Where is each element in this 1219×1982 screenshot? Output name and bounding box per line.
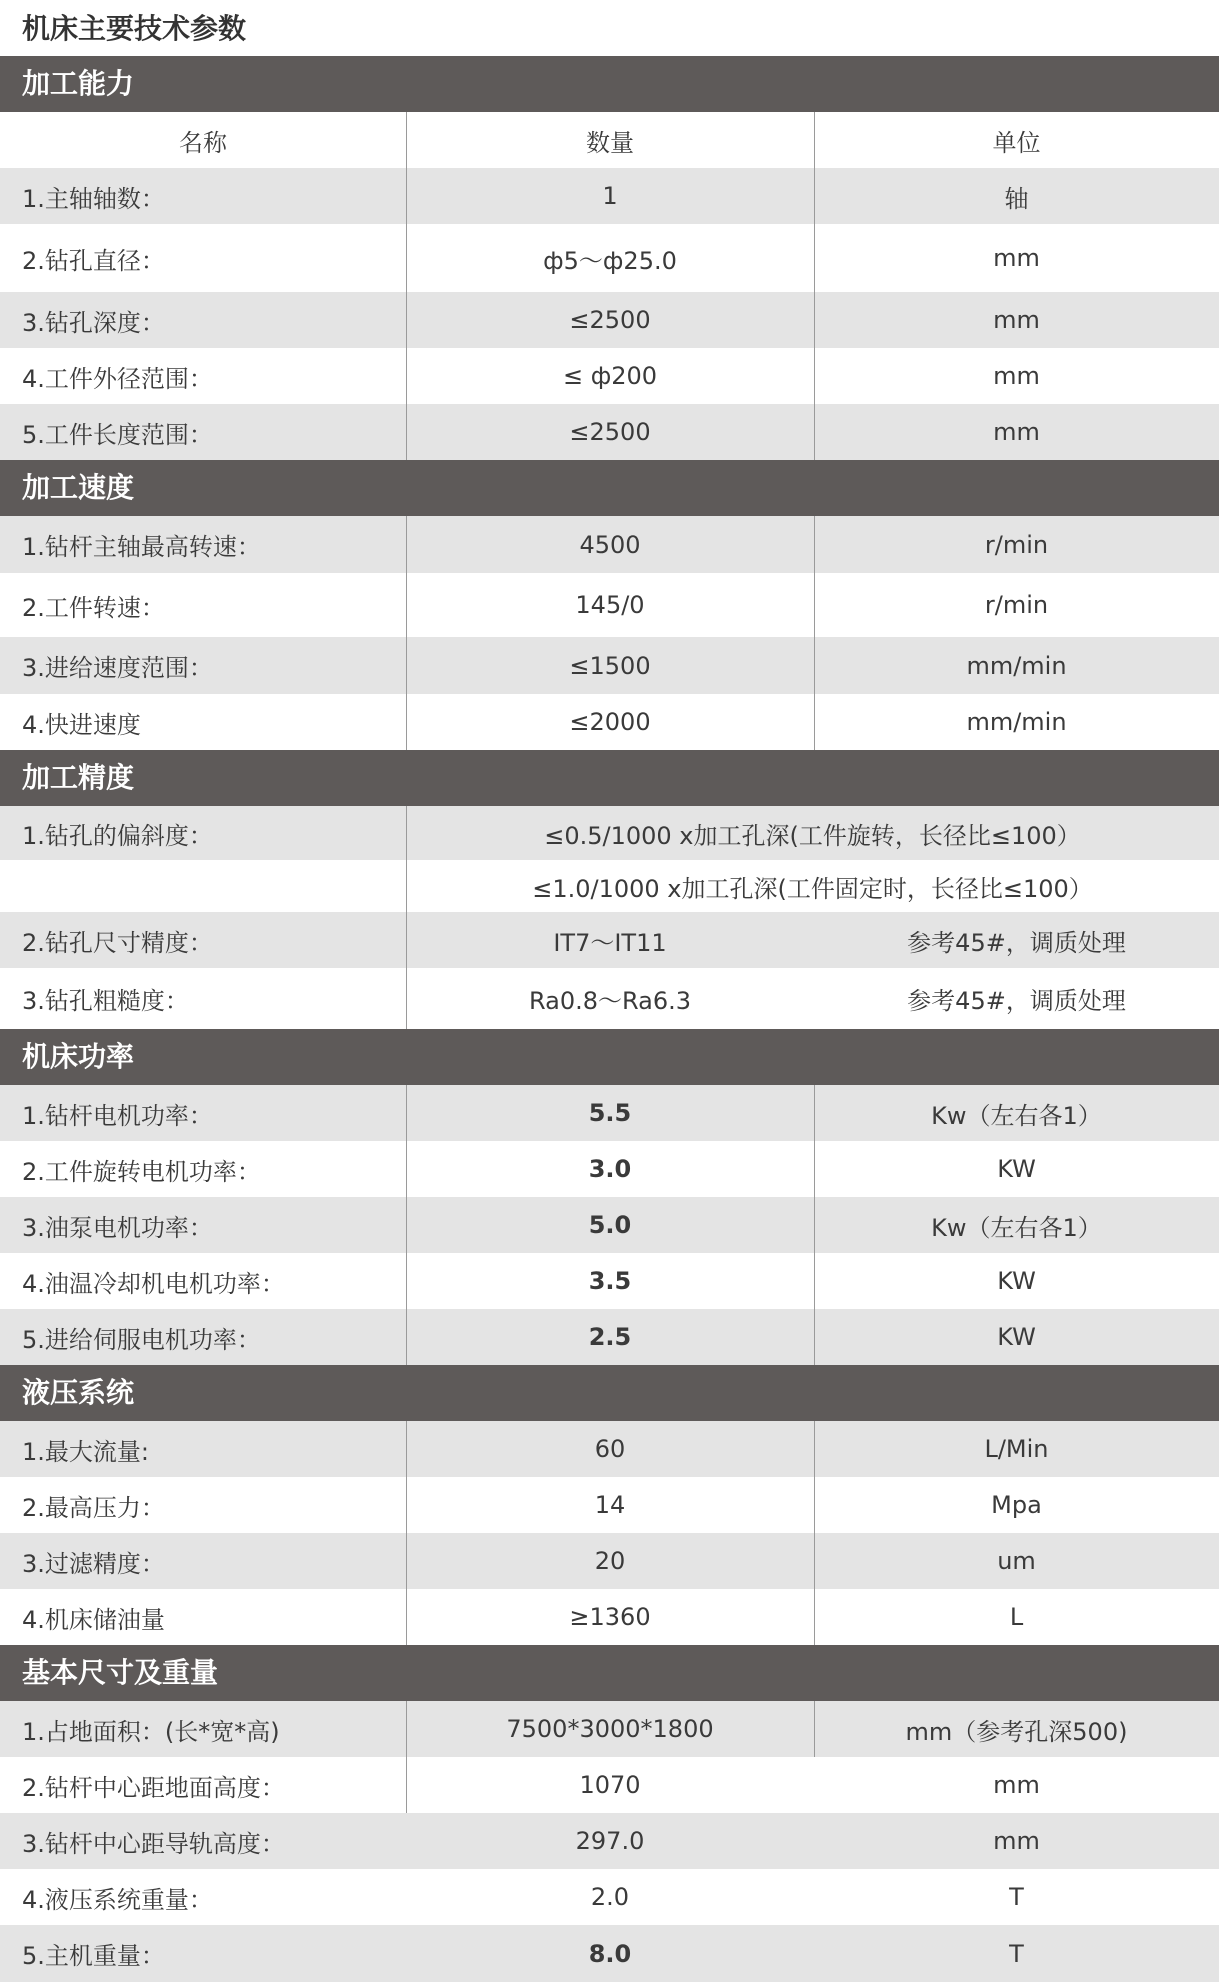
row-name: 5.主机重量： xyxy=(22,1942,165,1970)
row-unit: mm xyxy=(993,1771,1040,1799)
row-name: 3.钻杆中心距导轨高度： xyxy=(22,1829,285,1858)
row-name: 1.占地面积：(长*宽*高) xyxy=(22,1717,280,1746)
row-name: 2.最高压力： xyxy=(22,1493,165,1522)
row-unit: KW xyxy=(997,1323,1036,1351)
row-qty: ≥1360 xyxy=(569,1603,651,1631)
row-name: 1.钻杆电机功率： xyxy=(22,1101,213,1130)
table-row xyxy=(0,224,1219,292)
table-row xyxy=(0,1309,1219,1365)
row-unit: r/min xyxy=(984,591,1049,619)
row-qty: 297.0 xyxy=(575,1827,645,1855)
row-name: 1.钻孔的偏斜度： xyxy=(22,821,213,850)
row-qty: 7500*3000*1800 xyxy=(506,1715,714,1743)
table-row xyxy=(0,637,1219,694)
row-name: 3.油泵电机功率： xyxy=(22,1213,213,1242)
row-name: 3.钻孔深度： xyxy=(22,308,165,337)
table-row xyxy=(0,573,1219,637)
table-row xyxy=(0,1197,1219,1253)
row-unit: r/min xyxy=(984,530,1049,559)
table-row xyxy=(0,168,1219,224)
header-qty: 数量 xyxy=(586,128,634,157)
row-unit: KW xyxy=(997,1267,1036,1295)
row-unit: mm/min xyxy=(966,708,1067,736)
section-header-processing-capacity: 加工能力 xyxy=(0,56,1219,112)
table-row xyxy=(0,1421,1219,1477)
table-row xyxy=(0,1813,1219,1869)
row-unit: T xyxy=(1009,1883,1024,1911)
page-title: 机床主要技术参数 xyxy=(0,0,1219,56)
row-qty: Ra0.8～Ra6.3 xyxy=(528,987,692,1015)
row-name: 4.快进速度 xyxy=(22,710,141,739)
row-name: 5.工件长度范围： xyxy=(22,420,213,449)
row-qty: 2.0 xyxy=(590,1883,630,1911)
row-unit: T xyxy=(1009,1939,1024,1968)
row-name: 4.机床储油量 xyxy=(22,1605,165,1634)
row-qty: 3.0 xyxy=(588,1155,632,1183)
row-name: 4.液压系统重量： xyxy=(22,1885,213,1914)
row-name xyxy=(0,860,406,912)
table-row xyxy=(0,1869,1219,1925)
row-unit: Kw（左右各1） xyxy=(931,1101,1102,1130)
section-header-processing-speed: 加工速度 xyxy=(0,460,1219,516)
header-unit: 单位 xyxy=(992,128,1041,157)
row-name: 3.钻孔粗糙度： xyxy=(22,987,189,1015)
row-qty: 20 xyxy=(594,1547,626,1575)
table-row xyxy=(0,1701,1219,1757)
row-qty: ≤2500 xyxy=(569,418,651,446)
row-name: 5.进给伺服电机功率： xyxy=(22,1325,261,1354)
row-qty: 3.5 xyxy=(588,1267,632,1295)
row-qty: 4500 xyxy=(579,530,641,559)
table-row xyxy=(0,1141,1219,1197)
row-name: 2.工件旋转电机功率： xyxy=(22,1157,261,1186)
row-qty: 5.5 xyxy=(588,1099,632,1127)
row-qty: ≤1500 xyxy=(569,651,651,680)
row-qty: 2.5 xyxy=(588,1323,632,1351)
row-unit: 轴 xyxy=(1004,184,1029,213)
row-qty: ≤ ф200 xyxy=(562,362,658,390)
row-qty: 60 xyxy=(594,1435,626,1463)
row-qty: 5.0 xyxy=(588,1211,632,1239)
row-qty: IT7～IT11 xyxy=(553,928,667,957)
row-unit: mm xyxy=(993,306,1040,334)
table-row xyxy=(0,806,1219,860)
row-qty: ф5～ф25.0 xyxy=(543,246,677,275)
row-unit: mm/min xyxy=(966,651,1067,680)
row-name: 1.钻杆主轴最高转速： xyxy=(22,533,261,561)
table-row xyxy=(0,404,1219,460)
header-name: 名称 xyxy=(179,128,227,157)
row-qty: 1 xyxy=(602,182,618,210)
table-row xyxy=(0,348,1219,404)
row-name: 2.钻孔直径： xyxy=(22,246,165,275)
section-header-hydraulic-system: 液压系统 xyxy=(0,1365,1219,1421)
row-qty: ≤2000 xyxy=(569,708,651,736)
section-header-processing-precision: 加工精度 xyxy=(0,750,1219,806)
row-unit: mm xyxy=(993,1827,1040,1855)
row-name: 1.最大流量: xyxy=(22,1437,149,1466)
row-name: 1.主轴轴数： xyxy=(22,184,165,213)
table-row xyxy=(0,1533,1219,1589)
table-row xyxy=(0,292,1219,348)
table-row xyxy=(0,1253,1219,1309)
row-unit: mm xyxy=(993,244,1040,272)
row-unit: Kw（左右各1） xyxy=(931,1213,1102,1242)
row-unit: L xyxy=(1009,1603,1024,1631)
table-row xyxy=(0,516,1219,573)
row-unit: mm xyxy=(993,362,1040,390)
row-unit: Mpa xyxy=(991,1491,1042,1519)
row-unit: KW xyxy=(997,1155,1036,1183)
row-unit: mm（参考孔深500) xyxy=(905,1717,1128,1746)
row-unit: um xyxy=(997,1547,1036,1575)
row-qty: 14 xyxy=(594,1491,626,1519)
row-unit: L/Min xyxy=(984,1435,1049,1463)
row-name: 2.钻杆中心距地面高度： xyxy=(22,1773,285,1802)
row-qty: 1070 xyxy=(579,1771,641,1799)
row-unit: 参考45#，调质处理 xyxy=(907,987,1126,1015)
section-header-machine-power: 机床功率 xyxy=(0,1029,1219,1085)
table-row xyxy=(0,1589,1219,1645)
row-qty: 8.0 xyxy=(588,1939,632,1968)
row-qty: ≤2500 xyxy=(569,306,651,334)
table-row xyxy=(0,912,1219,968)
table-row xyxy=(0,860,1219,912)
row-unit: mm xyxy=(993,418,1040,446)
section-header-dimensions-weight: 基本尺寸及重量 xyxy=(0,1645,1219,1701)
row-name: 3.进给速度范围： xyxy=(22,654,213,682)
table-row xyxy=(0,1757,1219,1813)
table-row xyxy=(0,1477,1219,1533)
row-qty: 145/0 xyxy=(575,591,645,619)
row-name: 2.钻孔尺寸精度： xyxy=(22,928,213,957)
row-name: 2.工件转速： xyxy=(22,593,165,622)
table-header-row xyxy=(0,112,1219,168)
row-name: 3.过滤精度： xyxy=(22,1549,165,1578)
row-value: ≤1.0/1000 x加工孔深(工件固定时，长径比≤100） xyxy=(532,874,1093,903)
row-name: 4.工件外径范围： xyxy=(22,364,213,393)
table-row xyxy=(0,968,1219,1029)
row-name: 4.油温冷却机电机功率： xyxy=(22,1269,285,1298)
table-row xyxy=(0,1925,1219,1982)
row-value: ≤0.5/1000 x加工孔深(工件旋转，长径比≤100） xyxy=(544,821,1081,850)
table-row xyxy=(0,1085,1219,1141)
table-row xyxy=(0,694,1219,750)
row-unit: 参考45#，调质处理 xyxy=(907,928,1126,957)
